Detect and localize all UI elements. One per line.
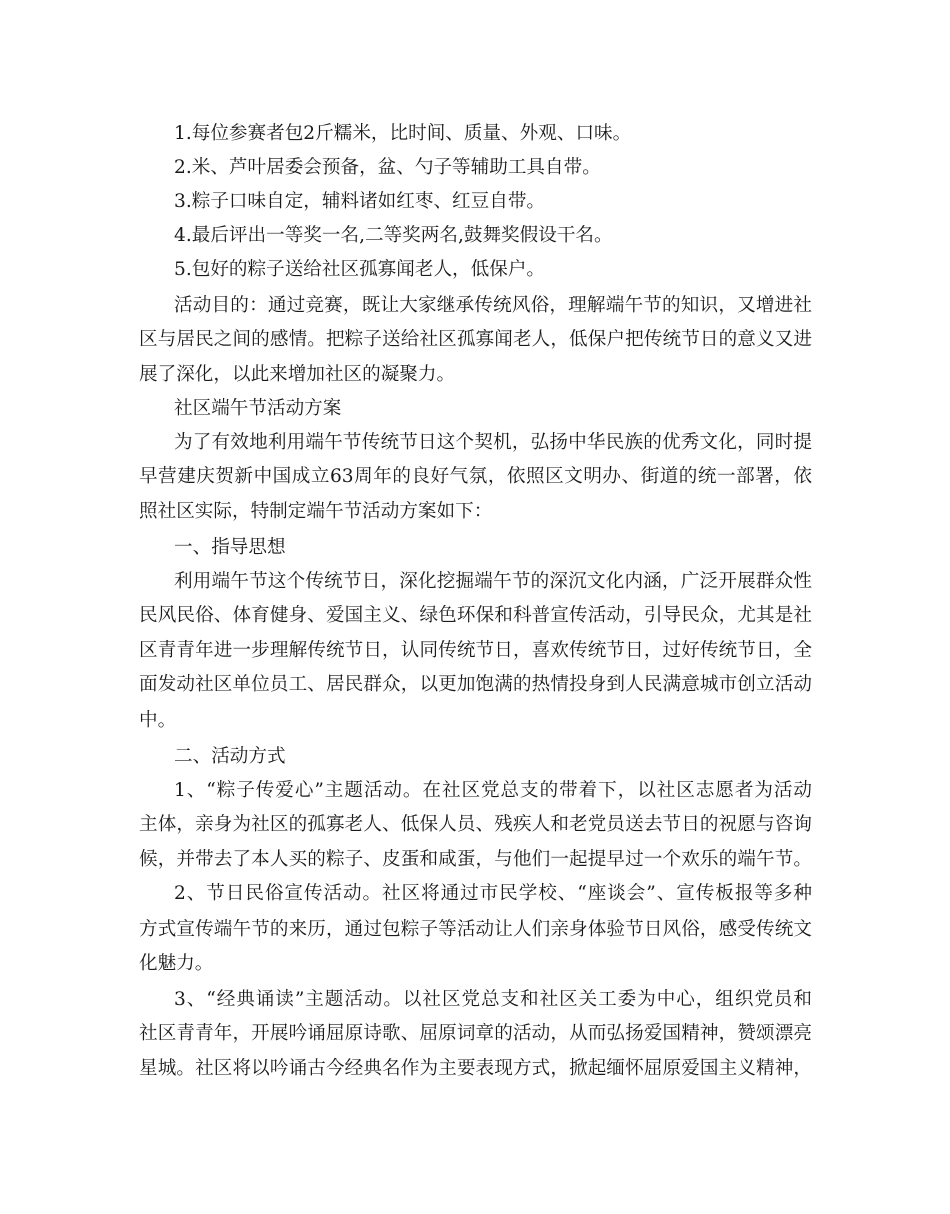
- text-line: 2.米、芦叶居委会预备，盆、勺子等辅助工具自带。: [174, 157, 601, 178]
- text-line: 活动目的：通过竞赛，既让大家继承传统风俗，理解端午节的知识，又增进社: [174, 295, 812, 316]
- text-line: 1、“粽子传爱心”主题活动。在社区党总支的带着下，以社区志愿者为活动: [174, 780, 812, 801]
- text-line: 主体，亲身为社区的孤寡老人、低保人员、残疾人和老党员送去节日的祝愿与咨询: [139, 814, 812, 835]
- text-line: 照社区实际，特制定端午节活动方案如下：: [139, 501, 493, 522]
- text-line: 候，并带去了本人买的粽子、皮蛋和咸蛋，与他们一起提早过一个欢乐的端午节。: [139, 849, 812, 870]
- text-line: 3.粽子口味自定，辅料诸如红枣、红豆自带。: [174, 191, 546, 212]
- text-line: 区与居民之间的感情。把粽子送给社区孤寡闻老人，低保户把传统节日的意义又进: [139, 329, 812, 350]
- text-line: 中。: [139, 710, 177, 731]
- text-line: 早营建庆贺新中国成立63周年的良好气氛，依照区文明办、街道的统一部署，依: [139, 466, 812, 487]
- text-line: 民风民俗、体育健身、爱国主义、绿色环保和科普宣传活动，引导民众，尤其是社: [139, 605, 812, 626]
- text-line: 星城。社区将以吟诵古今经典名作为主要表现方式，掀起缅怀屈原爱国主义精神，: [139, 1058, 812, 1079]
- text-line: 面发动社区单位员工、居民群众，以更加饱满的热情投身到人民满意城市创立活动: [139, 674, 812, 695]
- text-line: 3、“经典诵读”主题活动。以社区党总支和社区关工委为中心，组织党员和: [174, 989, 812, 1010]
- section-heading: 社区端午节活动方案: [174, 398, 342, 419]
- text-line: 展了深化，以此来增加社区的凝聚力。: [139, 364, 456, 385]
- text-line: 4.最后评出一等奖一名,二等奖两名,鼓舞奖假设干名。: [174, 225, 613, 246]
- text-line: 化魅力。: [139, 953, 214, 974]
- section-heading: 一、指导思想: [174, 537, 286, 558]
- text-line: 社区青青年，开展吟诵屈原诗歌、屈原词章的活动，从而弘扬爱国精神，赞颂漂亮: [139, 1023, 812, 1044]
- text-line: 1.每位参赛者包2斤糯米，比时间、质量、外观、口味。: [174, 123, 632, 144]
- text-line: 5.包好的粽子送给社区孤寡闻老人，低保户。: [174, 259, 546, 280]
- text-line: 利用端午节这个传统节日，深化挖掘端午节的深沉文化内涵，广泛开展群众性: [174, 571, 812, 592]
- text-line: 2、节日民俗宣传活动。社区将通过市民学校、“座谈会”、宣传板报等多种: [174, 883, 812, 904]
- text-line: 区青青年进一步理解传统节日，认同传统节日，喜欢传统节日，过好传统节日，全: [139, 640, 812, 661]
- text-line: 为了有效地利用端午节传统节日这个契机，弘扬中华民族的优秀文化，同时提: [174, 432, 812, 453]
- section-heading: 二、活动方式: [174, 746, 286, 767]
- text-line: 方式宣传端午节的来历，通过包粽子等活动让人们亲身体验节日风俗，感受传统文: [139, 919, 812, 940]
